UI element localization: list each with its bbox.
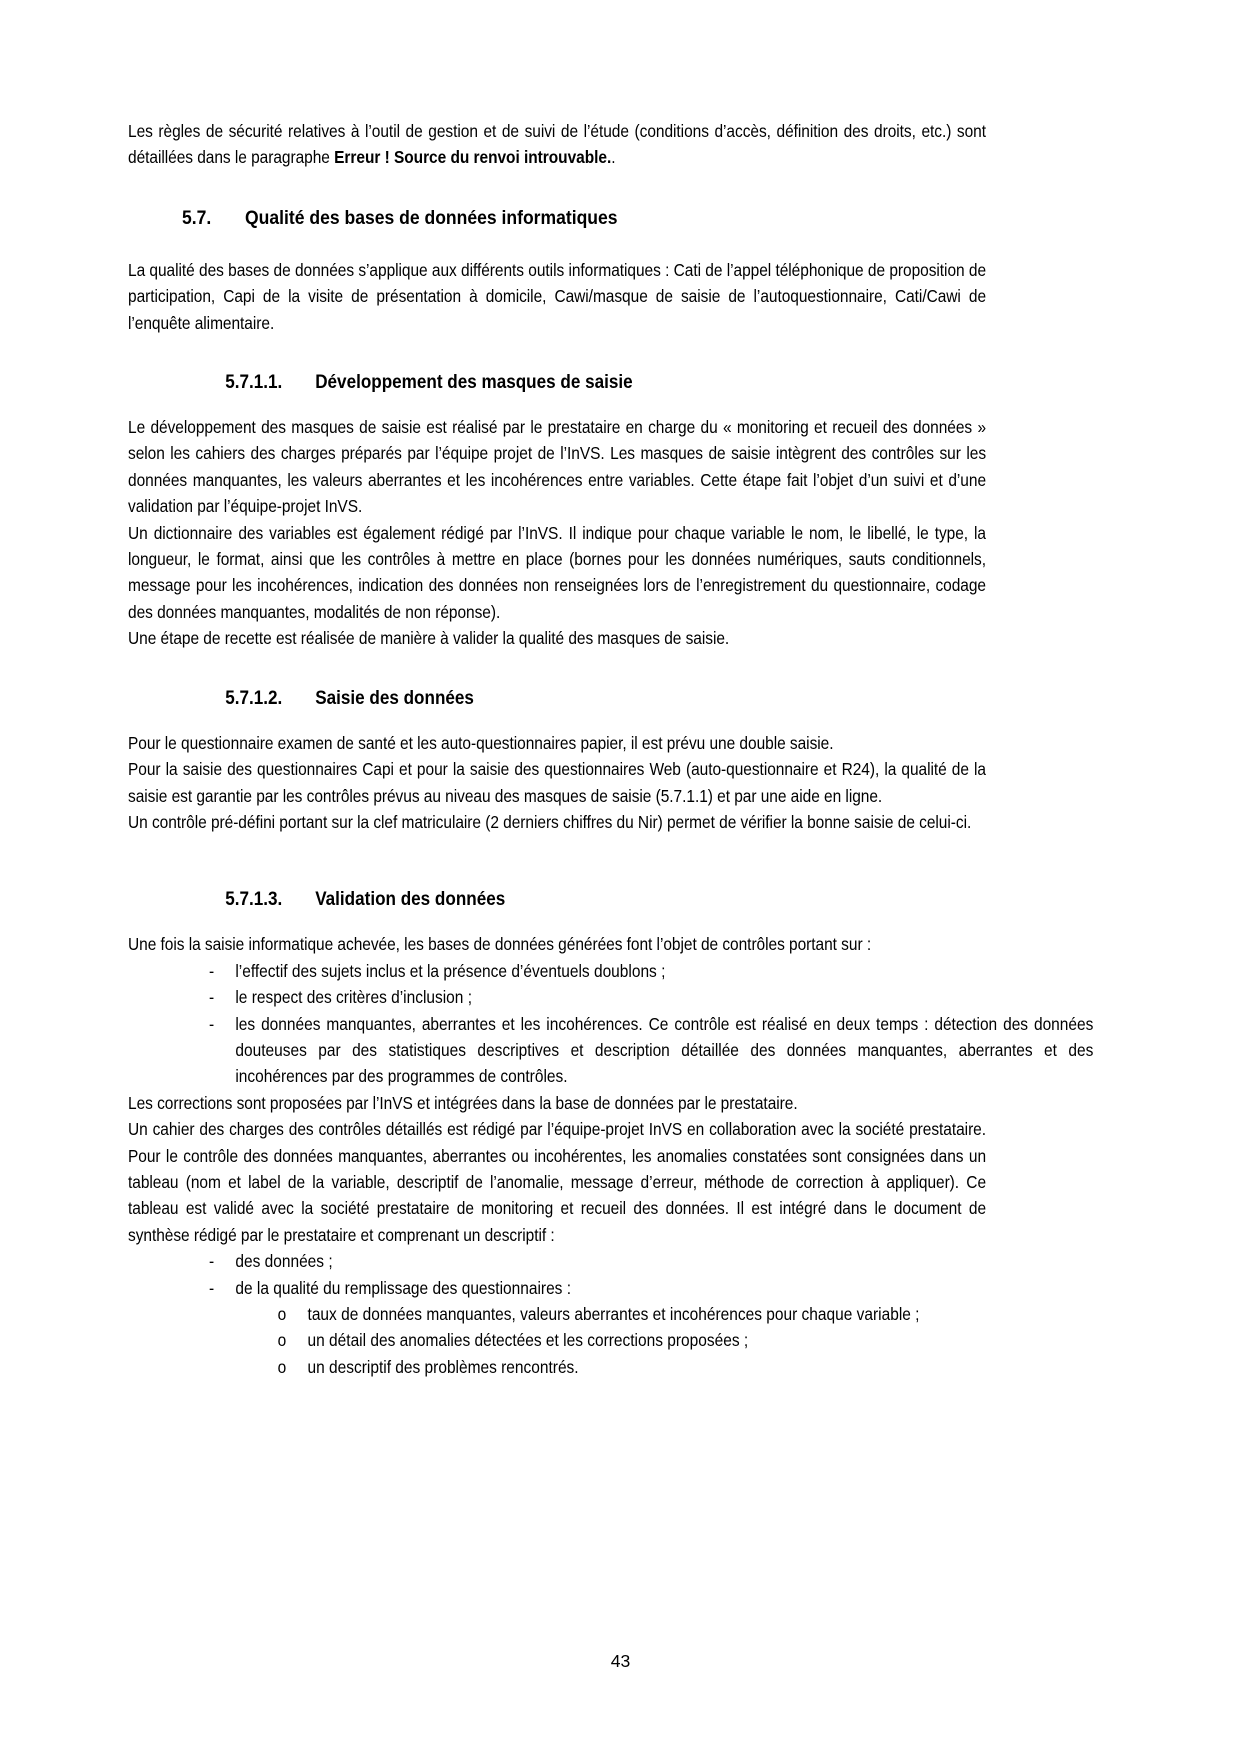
heading-5-7-1-3-title: Validation des données [315, 889, 506, 911]
list-item [128, 1275, 1093, 1301]
paragraph-cahier-des-charges: Un cahier des charges des contrôles détaillés est rédigé par l’équipe-projet InVS en collaboration avec la société prestataire. Pour le contrôle des données manquantes, aberrantes ou incohérentes, les anomalies constatées sont consignées dans un tableau (nom et label de la variable, descriptif de l’anomalie, message d’erreur, méthode de correction à appliquer). Ce tableau est validé avec la société prestataire de monitoring et recueil des données. Il est intégré dans le document de synthèse rédigé par le prestataire et comprenant un descriptif : [128, 1119, 987, 1245]
paragraph-5-7-1-2-b: Pour la saisie des questionnaires Capi et pour la saisie des questionnaires Web (auto-questionnaire et R24), la qualité de la saisie est garantie par les contrôles prévus au niveau des masques de saisie (5.7.1.1) et par une aide en ligne. [128, 759, 987, 806]
list-item [128, 1301, 1166, 1327]
paragraph-5-7-1-2-c: Un contrôle pré-défini portant sur la clef matriculaire (2 derniers chiffres du Nir) permet de vérifier la bonne saisie de celui-ci. [128, 811, 972, 832]
spacer [128, 396, 986, 414]
list-item-label: l’effectif des sujets inclus et la présence d’éventuels doublons ; [235, 960, 666, 981]
heading-5-7-1-2-title: Saisie des données [315, 687, 474, 709]
heading-5-7-1-2-number: 5.7.1.2. [225, 687, 283, 709]
heading-5-7-1-2 [128, 686, 1082, 712]
circle-marker-icon: o [277, 1356, 287, 1377]
list-item [128, 984, 1093, 1010]
paragraph-corrections: Les corrections sont proposées par l’InVS et intégrées dans la base de données par le prestataire. [128, 1092, 798, 1113]
spacer [128, 171, 986, 205]
spacer [128, 835, 986, 869]
paragraph-5-7-1-1-c: Une étape de recette est réalisée de manière à valider la qualité des masques de saisie. [128, 628, 730, 649]
list-item-label: les données manquantes, aberrantes et les incohérences. Ce contrôle est réalisé en deux temps : détection des données douteuses par des statistiques descriptives et description détaillée des données manquantes, aberrantes et des incohérences par des programmes de contrôles. [235, 1013, 1094, 1087]
paragraph-5-7-1-2-a: Pour le questionnaire examen de santé et les auto-questionnaires papier, il est prévu une double saisie. [128, 732, 834, 753]
heading-5-7-1-1-title: Développement des masques de saisie [315, 372, 633, 394]
circle-marker-icon: o [277, 1304, 287, 1324]
spacer [128, 336, 986, 370]
list-item-label: le respect des critères d’inclusion ; [235, 987, 473, 1008]
spacer [128, 231, 986, 257]
heading-5-7-title: Qualité des bases de données informatiques [245, 206, 618, 229]
heading-5-7-1-3 [128, 887, 1082, 913]
heading-5-7-1-3-number: 5.7.1.3. [225, 889, 283, 911]
heading-5-7-1-1-number: 5.7.1.1. [225, 372, 283, 394]
spacer [128, 913, 986, 931]
heading-5-7 [128, 205, 1039, 231]
dash-marker-icon: - [208, 1277, 215, 1298]
spacer [128, 652, 986, 686]
list-item [128, 1354, 1166, 1380]
heading-5-7-1-1 [128, 370, 1082, 396]
intro-paragraph [128, 118, 986, 171]
error-reference-bold: Erreur ! Source du renvoi introuvable. [334, 147, 612, 168]
list-item-label: de la qualité du remplissage des questionnaires : [235, 1277, 572, 1298]
list-item-label: des données ; [235, 1251, 333, 1272]
paragraph-5-7-1-3-lead: Une fois la saisie informatique achevée, les bases de données générées font l’objet de contrôles portant sur : [128, 934, 872, 955]
spacer [128, 869, 986, 887]
intro-text-before-bold: Les règles de sécurité relatives à l’outil de gestion et de suivi de l’étude (conditions d’accès, définition des droits, etc.) sont détaillées dans le paragraphe [128, 121, 987, 168]
list-item [128, 958, 1093, 984]
page-number: 43 [610, 1651, 631, 1671]
list-item-label: un détail des anomalies détectées et les corrections proposées ; [307, 1330, 749, 1351]
dash-marker-icon: - [208, 1251, 215, 1272]
dash-marker-icon: - [208, 960, 215, 981]
list-item [128, 1248, 1093, 1274]
paragraph-5-7-1-1-a: Le développement des masques de saisie est réalisé par le prestataire en charge du « monitoring et recueil des données » selon les cahiers des charges préparés par l’équipe projet de l’InVS. Les masques de saisie intègrent des contrôles sur les données manquantes, les valeurs aberrantes et les incohérences entre variables. Cette étape fait l’objet d’un suivi et d’une validation par l’équipe-projet InVS. [128, 417, 987, 517]
section-5-7-paragraph: La qualité des bases de données s’applique aux différents outils informatiques : Cati de l’appel téléphonique de proposition de participation, Capi de la visite de présentation à domicile, Cawi/masque de saisie de l’autoquestionnaire, Cati/Cawi de l’enquête alimentaire. [128, 259, 987, 333]
dash-marker-icon: - [208, 1013, 215, 1034]
list-item-label: taux de données manquantes, valeurs aberrantes et incohérences pour chaque variable ; [307, 1304, 920, 1324]
list-item-label: un descriptif des problèmes rencontrés. [307, 1356, 579, 1377]
circle-marker-icon: o [277, 1330, 287, 1351]
validation-criteria-list [128, 958, 1094, 1090]
page-content [128, 118, 1094, 1380]
heading-5-7-number: 5.7. [182, 206, 212, 229]
list-item [128, 1327, 1166, 1353]
paragraph-5-7-1-1-b: Un dictionnaire des variables est également rédigé par l’InVS. Il indique pour chaque variable le nom, le libellé, le type, la longueur, le format, ainsi que les contrôles à mettre en place (bornes pour les données numériques, sauts conditionnels, message pour les incohérences, indication des données non renseignées lors de l’enregistrement du questionnaire, codage des données manquantes, modalités de non réponse). [128, 522, 987, 622]
list-item [128, 1011, 1093, 1090]
descriptif-list [128, 1248, 986, 1380]
spacer [128, 712, 986, 730]
intro-text-after-bold: . [611, 147, 616, 168]
dash-marker-icon: - [208, 987, 215, 1008]
